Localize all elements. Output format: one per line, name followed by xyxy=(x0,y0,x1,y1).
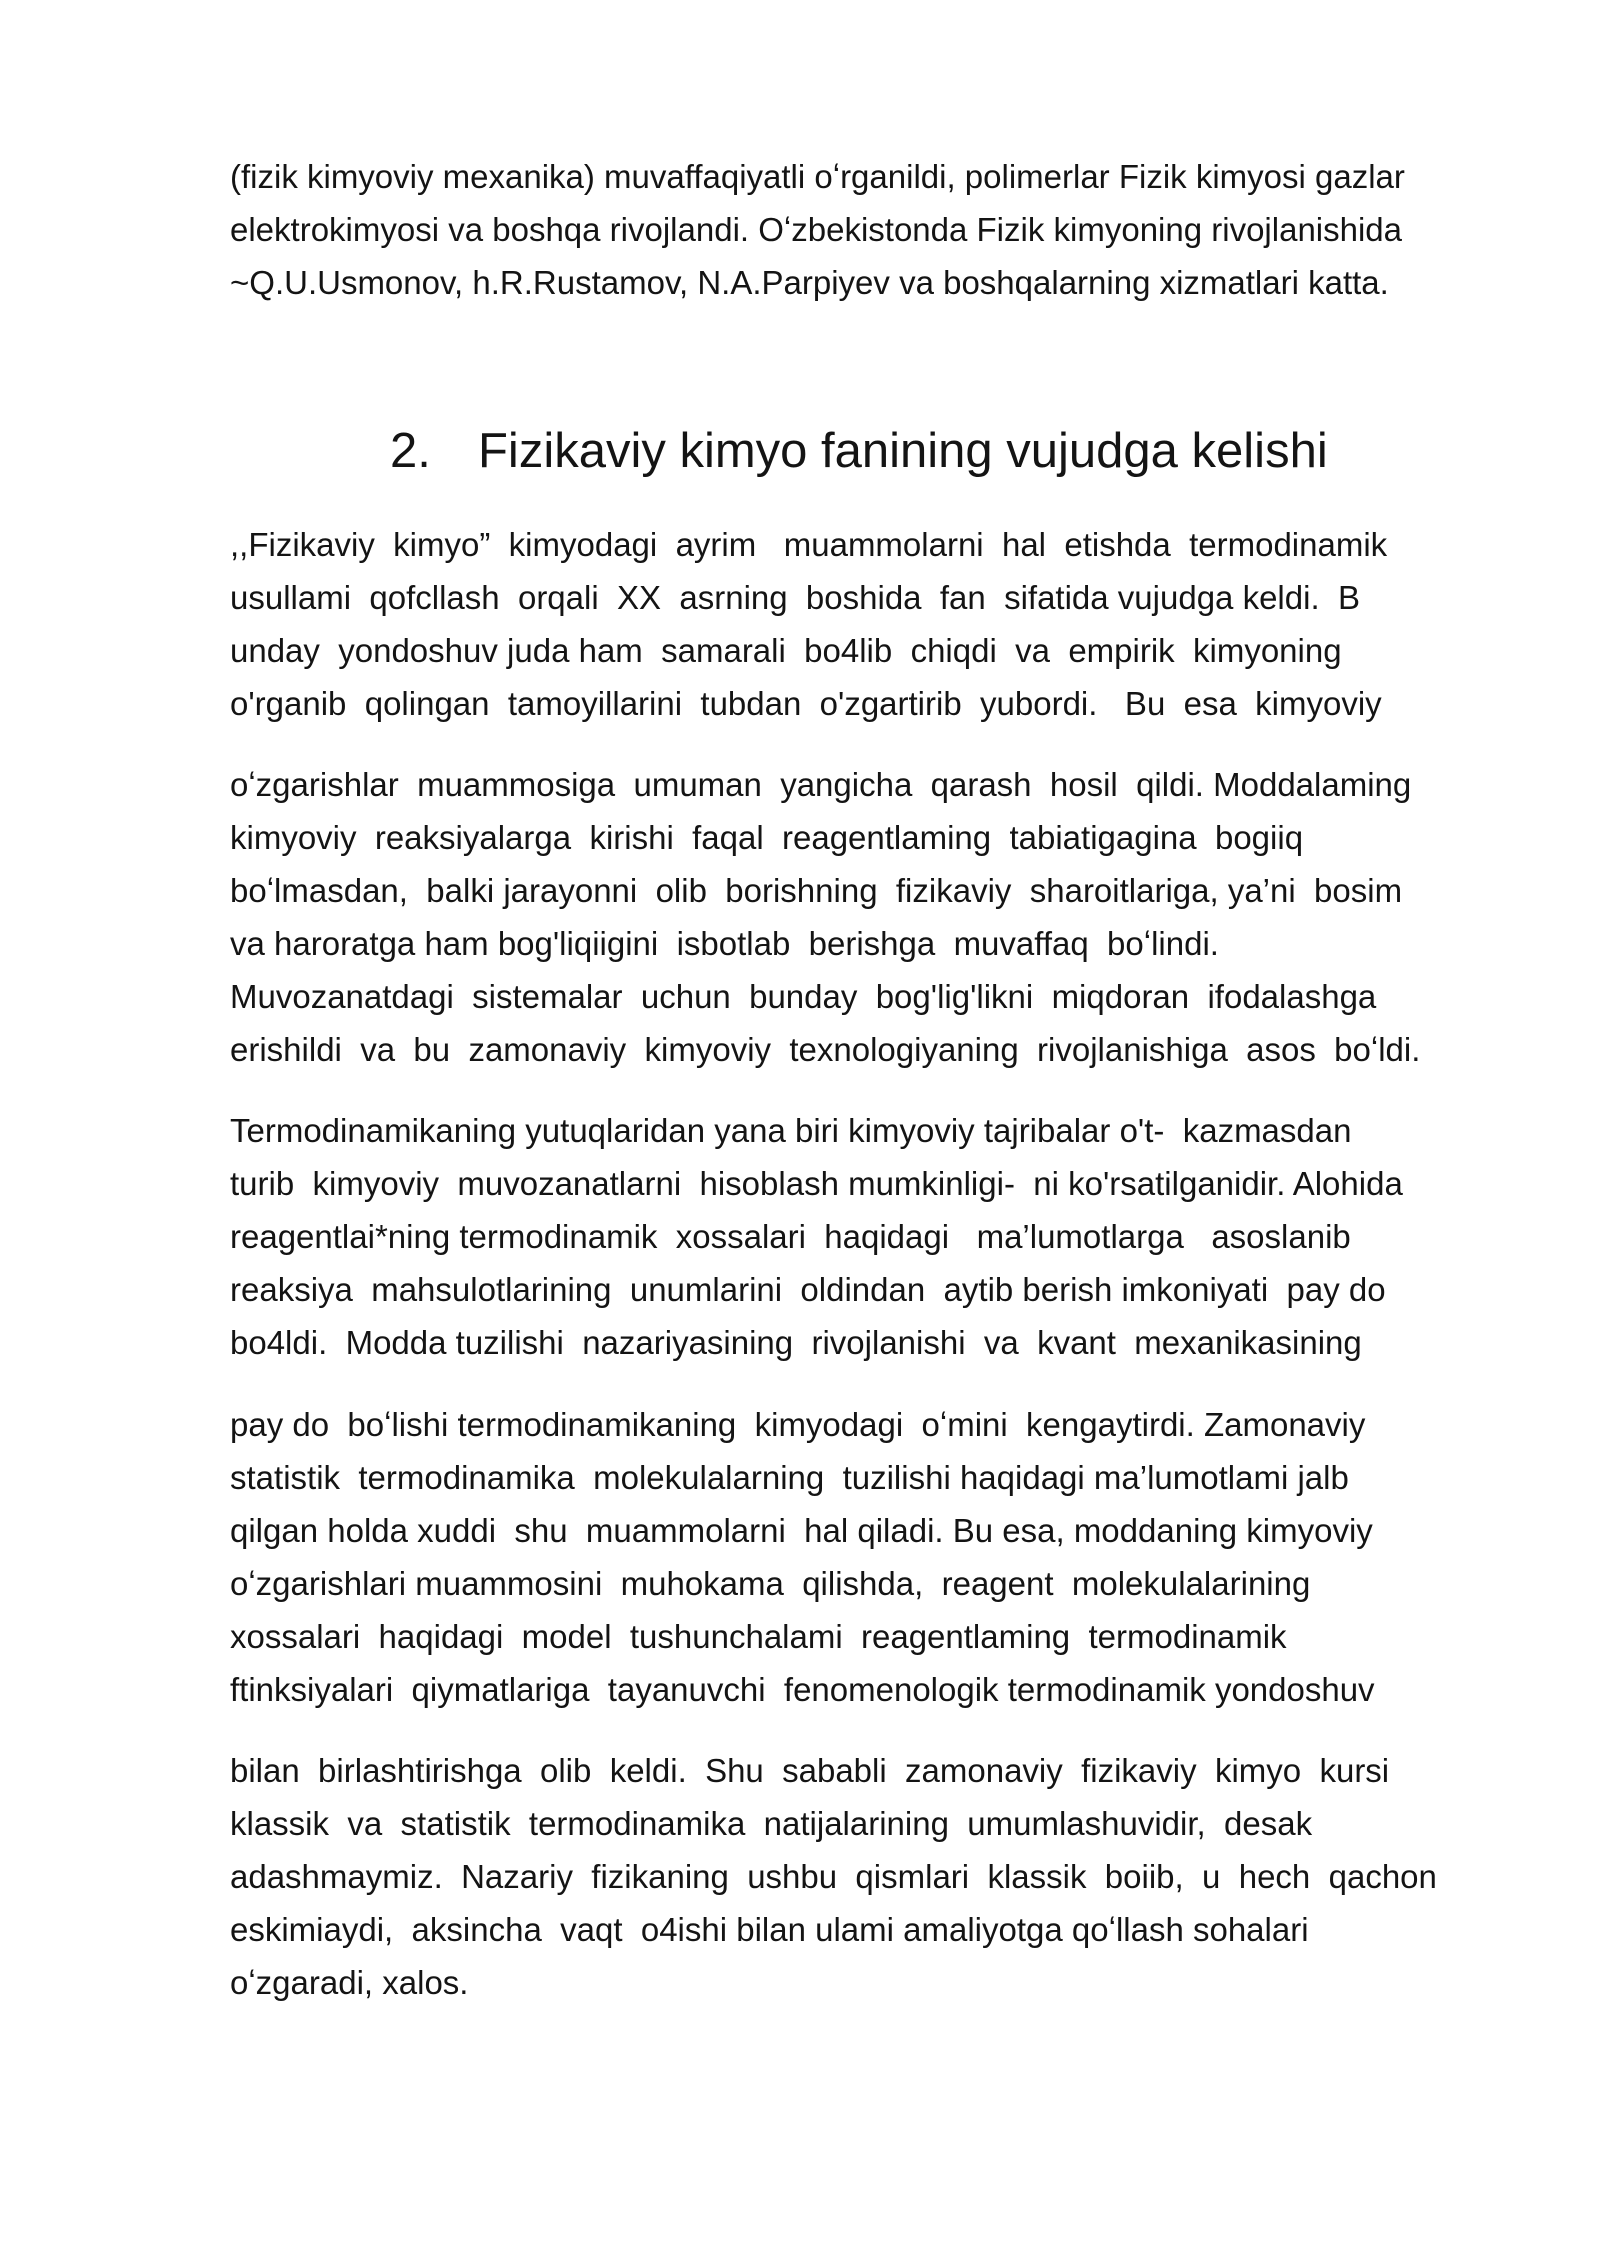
text-line: pay do boʻlishi termodinamikaning kimyodagi oʻmini kengaytirdi. Zamonaviy xyxy=(230,1406,1366,1443)
text-line: Muvozanatdagi sistemalar uchun bunday bog'lig'likni miqdoran ifodalashga xyxy=(230,978,1377,1015)
text-line: qilgan holda xuddi shu muammolarni hal qiladi. Bu esa, moddaning kimyoviy xyxy=(230,1512,1373,1549)
text-line: oʻzgaradi, xalos. xyxy=(230,1964,469,2001)
text-line: kimyoviy reaksiyalarga kirishi faqal reagentlaming tabiatigagina bogiiq xyxy=(230,819,1304,856)
paragraph-1 xyxy=(230,518,1490,730)
text-line: boʻlmasdan, balki jarayonni olib borishning fizikaviy sharoitlariga, ya’ni bosim xyxy=(230,872,1403,909)
text-line: adashmaymiz. Nazariy fizikaning ushbu qismlari klassik boiib, u hech qachon xyxy=(230,1858,1437,1895)
text-line: unday yondoshuv juda ham samarali bo4lib chiqdi va empirik kimyoning xyxy=(230,632,1342,669)
text-line: bilan birlashtirishga olib keldi. Shu sababli zamonaviy fizikaviy kimyo kursi xyxy=(230,1752,1390,1789)
text-line: statistik termodinamika molekulalarning tuzilishi haqidagi ma’lumotlami jalb xyxy=(230,1459,1349,1496)
section-number: 2. xyxy=(390,424,431,478)
text-line: oʻzgarishlari muammosini muhokama qilishda, reagent molekulalarining xyxy=(230,1565,1311,1602)
text-line: klassik va statistik termodinamika natijalarining umumlashuvidir, desak xyxy=(230,1805,1313,1842)
text-line: bo4ldi. Modda tuzilishi nazariyasining rivojlanishi va kvant mexanikasining xyxy=(230,1324,1362,1361)
text-line: o'rganib qolingan tamoyillarini tubdan o'zgartirib yubordi. Bu esa kimyoviy xyxy=(230,685,1382,722)
paragraph-4 xyxy=(230,1398,1490,1716)
text-line: ,,Fizikaviy kimyo” kimyodagi ayrim muammolarni hal etishda termodinamik xyxy=(230,526,1388,563)
text-line: Termodinamikaning yutuqlaridan yana biri kimyoviy tajribalar o't- kazmasdan xyxy=(230,1112,1352,1149)
section-title: Fizikaviy kimyo fanining vujudga kelishi xyxy=(478,424,1328,478)
text-line: reagentlai*ning termodinamik xossalari haqidagi ma’lumotlarga asoslanib xyxy=(230,1218,1351,1255)
paragraph-5 xyxy=(230,1744,1490,2009)
text-line: ftinksiyalari qiymatlariga tayanuvchi fenomenologik termodinamik yondoshuv xyxy=(230,1671,1375,1708)
section-heading xyxy=(390,418,1328,484)
text-line: (fizik kimyoviy mexanika) muvaffaqiyatli oʻrganildi, polimerlar Fizik kimyosi gazlar xyxy=(230,158,1405,195)
paragraph-3 xyxy=(230,1104,1490,1369)
text-line: reaksiya mahsulotlarining unumlarini oldindan aytib berish imkoniyati pay do xyxy=(230,1271,1386,1308)
text-line: oʻzgarishlar muammosiga umuman yangicha qarash hosil qildi. Moddalaming xyxy=(230,766,1412,803)
text-line: eskimiaydi, aksincha vaqt o4ishi bilan ulami amaliyotga qoʻllash sohalari xyxy=(230,1911,1309,1948)
text-line: xossalari haqidagi model tushunchalami reagentlaming termodinamik xyxy=(230,1618,1287,1655)
text-line: usullami qofcllash orqali XX asrning boshida fan sifatida vujudga keldi. B xyxy=(230,579,1360,616)
paragraph-2 xyxy=(230,758,1490,1076)
text-line: ~Q.U.Usmonov, h.R.Rustamov, N.A.Parpiyev va boshqalarning xizmatlari katta. xyxy=(230,264,1389,301)
text-line: va haroratga ham bog'liqiigini isbotlab berishga muvaffaq boʻlindi. xyxy=(230,925,1219,962)
text-line: erishildi va bu zamonaviy kimyoviy texnologiyaning rivojlanishiga asos boʻldi. xyxy=(230,1031,1421,1068)
text-line: elektrokimyosi va boshqa rivojlandi. Oʻzbekistonda Fizik kimyoning rivojlanishida xyxy=(230,211,1403,248)
text-line: turib kimyoviy muvozanatlarni hisoblash mumkinligi- ni ko'rsatilganidir. Alohida xyxy=(230,1165,1403,1202)
intro-paragraph xyxy=(230,150,1490,309)
